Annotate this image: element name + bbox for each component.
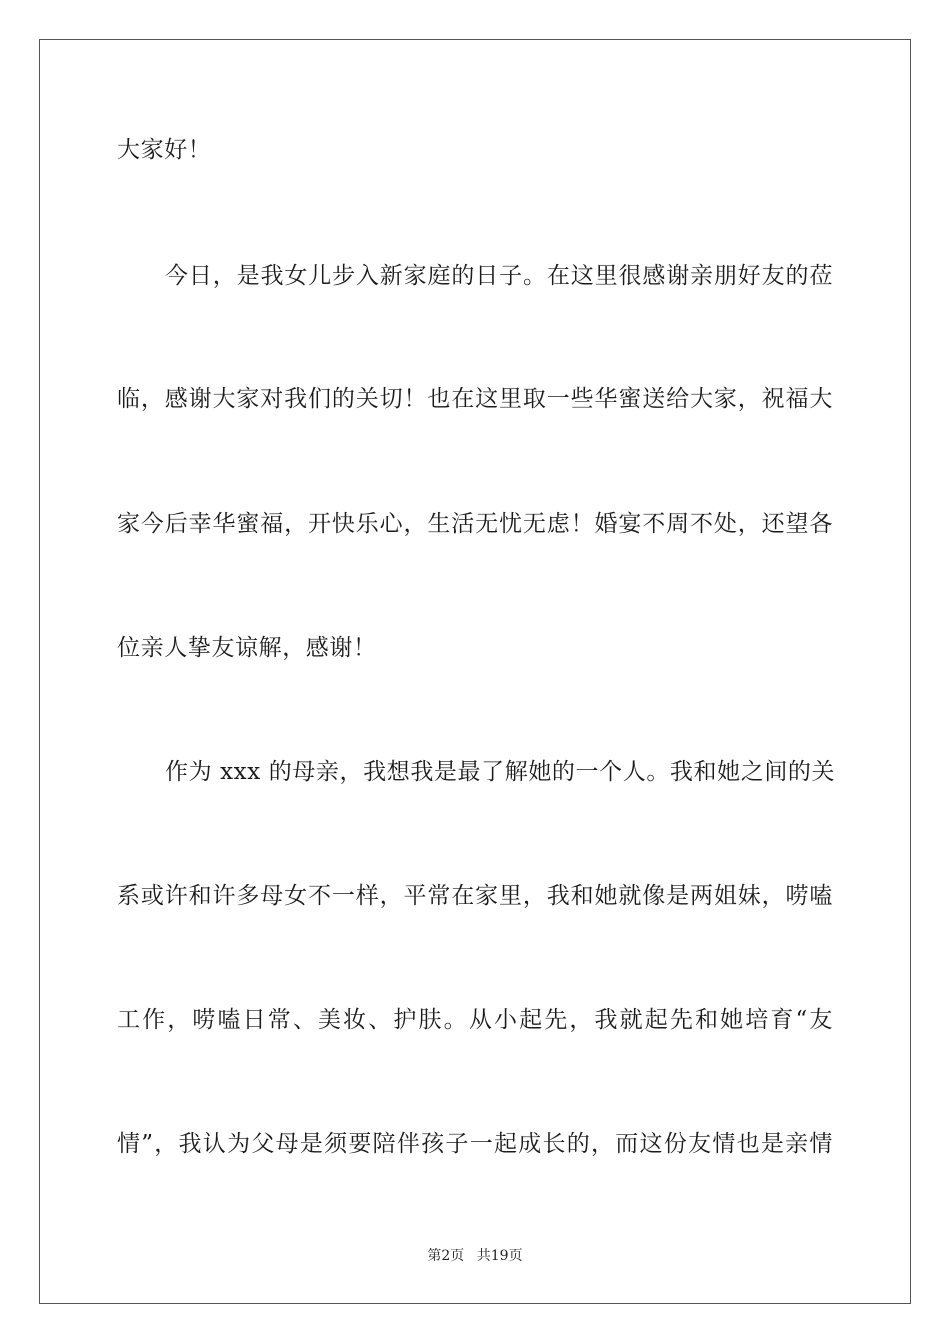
page-frame: [39, 39, 911, 1304]
page-number: 第2页: [427, 1248, 465, 1264]
paragraph-2-line-3: 工作，唠嗑日常、美妆、护肤。从小起先，我就起先和她培育“友: [117, 1007, 833, 1033]
page-total: 共19页: [476, 1248, 523, 1264]
paragraph-1-line-1: 今日，是我女儿步入新家庭的日子。在这里很感谢亲朋好友的莅: [165, 263, 833, 289]
paragraph-2-line-2: 系或许和许多母女不一样，平常在家里，我和她就像是两姐妹，唠嗑: [117, 883, 833, 909]
greeting-line: 大家好！: [117, 137, 212, 163]
paragraph-1-line-4: 位亲人挚友谅解，感谢！: [117, 635, 377, 661]
page-footer: [0, 1246, 950, 1266]
paragraph-1-line-3: 家今后幸华蜜福，开快乐心，生活无忧无虑！婚宴不周不处，还望各: [117, 511, 833, 537]
paragraph-1-line-2: 临，感谢大家对我们的关切！也在这里取一些华蜜送给大家，祝福大: [117, 386, 833, 412]
paragraph-2-line-1: 作为 xxx 的母亲，我想我是最了解她的一个人。我和她之间的关: [165, 759, 836, 785]
paragraph-2-line-4: 情”，我认为父母是须要陪伴孩子一起成长的，而这份友情也是亲情: [117, 1131, 833, 1157]
